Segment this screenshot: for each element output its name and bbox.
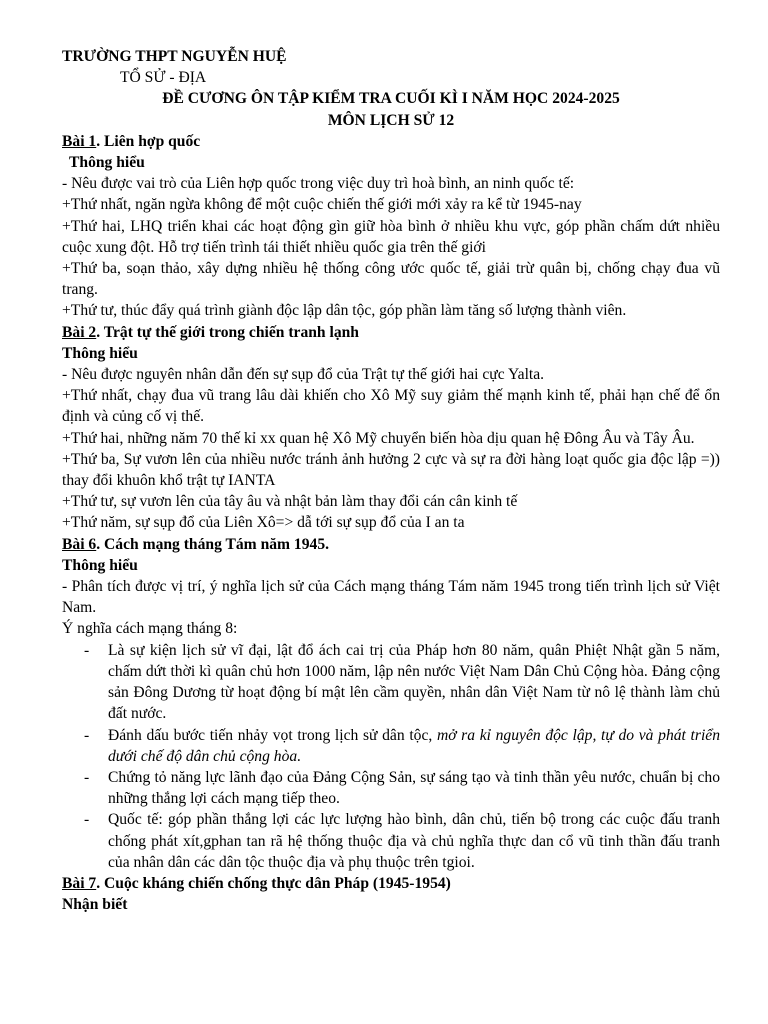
- lesson-1-line: +Thứ ba, soạn thảo, xây dựng nhiều hệ thống công ước quốc tế, giải trừ quân bị, chống chạy đua vũ trang.: [62, 260, 720, 299]
- lesson-2-line: - Nêu được nguyên nhân dẫn đến sự sụp đổ của Trật tự thế giới hai cực Yalta.: [62, 366, 545, 384]
- lesson-2-line: +Thứ năm, sự sụp đổ của Liên Xô=> dẫ tới sự sụp đổ của I an ta: [62, 514, 465, 532]
- lesson-6-meaning-list: [62, 640, 720, 873]
- lesson-2-line: +Thứ ba, Sự vươn lên của nhiều nước tránh ảnh hưởng 2 cực và sự ra đời hàng loạt quốc gia độc lập =)) thay đổi khuôn khổ trật tự IANTA: [62, 450, 720, 490]
- lesson-6-level: Thông hiểu: [62, 556, 138, 574]
- lesson-6-intro: - Phân tích được vị trí, ý nghĩa lịch sử của Cách mạng tháng Tám năm 1945 trong tiến trình lịch sử Việt Nam.: [62, 578, 720, 617]
- list-item-text: Quốc tế: góp phần thắng lợi các lực lượng hào bình, dân chủ, tiến bộ trong các cuộc đấu tranh chống phát xít,gphan tan rã hệ thống thuộc địa và chủ nghĩa thực dan cổ vũ tinh thần đấu tranh của nhân dân các dân tộc thuộc địa và phụ thuộc trên tgioi.: [108, 811, 720, 871]
- lesson-1-line: +Thứ hai, LHQ triển khai các hoạt động gìn giữ hòa bình ở nhiều khu vực, góp phần chấm dứt nhiều cuộc xung đột. Hỗ trợ tiến trình tái thiết nhiều quốc gia trên thế giới: [62, 217, 720, 256]
- lesson-1-title: . Liên hợp quốc: [96, 132, 201, 150]
- dash-bullet: -: [84, 726, 90, 744]
- list-item-text: Chứng tỏ năng lực lãnh đạo của Đảng Cộng Sản, sự sáng tạo và tinh thần yêu nước, chuẩn bị cho những thắng lợi cách mạng tiếp theo.: [108, 768, 720, 808]
- lesson-1-line: +Thứ nhất, ngăn ngừa không để một cuộc chiến thế giới mới xảy ra kể từ 1945-nay: [62, 196, 582, 214]
- list-item: [62, 809, 720, 873]
- list-item: [62, 767, 720, 809]
- lesson-1-number: Bài 1: [62, 132, 97, 150]
- list-item: [62, 725, 720, 767]
- lesson-2-number: Bài 2: [62, 323, 97, 341]
- lesson-6-title: . Cách mạng tháng Tám năm 1945.: [96, 535, 330, 553]
- lesson-6-heading: [62, 534, 720, 555]
- subject-title: MÔN LỊCH SỬ 12: [327, 111, 455, 129]
- lesson-1-line: - Nêu được vai trò của Liên hợp quốc trong việc duy trì hoà bình, an ninh quốc tế:: [62, 175, 575, 193]
- dash-bullet: -: [84, 811, 90, 829]
- list-item-text: Đánh dấu bước tiến nhảy vọt trong lịch sử dân tộc,: [108, 726, 437, 744]
- school-name: TRƯỜNG THPT NGUYỄN HUỆ: [62, 48, 287, 65]
- lesson-1-line: +Thứ tư, thúc đẩy quá trình giành độc lập dân tộc, góp phần làm tăng số lượng thành viên.: [62, 302, 627, 320]
- lesson-2-heading: [62, 322, 720, 343]
- dash-bullet: -: [84, 641, 90, 659]
- lesson-1-level: Thông hiểu: [69, 154, 145, 172]
- lesson-1-heading: [62, 131, 720, 152]
- list-item-italic-text: mở ra kỉ nguyên độc lập, tự do và phát triển dưới chế độ dân chủ cộng hòa.: [108, 726, 720, 765]
- list-item-text: Là sự kiện lịch sử vĩ đại, lật đổ ách cai trị của Pháp hơn 80 năm, quân Phiệt Nhật gần 5 năm, chấm dứt thời kì quân chủ hơn 1000 năm, lập nên nước Việt Nam Dân Chủ Cộng hòa. Đảng cộng sản Đông Dương từ hoạt động bí mật lên cầm quyền, nhân dân Việt Nam từ nô lệ thành làm chủ đất nước.: [108, 641, 720, 723]
- department-name: TỔ SỬ - ĐỊA: [120, 69, 207, 87]
- lesson-2-line: +Thứ nhất, chạy đua vũ trang lâu dài khiến cho Xô Mỹ suy giảm thế mạnh kinh tế, phải hạn chế để ổn định và củng cố vị thế.: [62, 387, 720, 426]
- lesson-2-title: . Trật tự thế giới trong chiến tranh lạnh: [96, 323, 359, 341]
- lesson-6-meaning-label: Ý nghĩa cách mạng tháng 8:: [62, 620, 238, 638]
- lesson-2-line: +Thứ tư, sự vươn lên của tây âu và nhật bản làm thay đổi cán cân kinh tế: [62, 493, 518, 511]
- document-page: [62, 46, 720, 915]
- lesson-7-level: Nhận biết: [62, 896, 128, 914]
- list-item: [62, 640, 720, 725]
- lesson-6-number: Bài 6: [62, 535, 97, 553]
- lesson-2-line: +Thứ hai, những năm 70 thế kỉ xx quan hệ Xô Mỹ chuyển biến hòa dịu quan hệ Đông Âu và Tây Âu.: [62, 429, 695, 447]
- lesson-7-heading: [62, 873, 720, 894]
- lesson-7-title: . Cuộc kháng chiến chống thực dân Pháp (1945-1954): [96, 874, 451, 892]
- lesson-7-number: Bài 7: [62, 874, 97, 892]
- document-title: ĐỀ CƯƠNG ÔN TẬP KIỂM TRA CUỐI KÌ I NĂM HỌC 2024-2025: [162, 90, 620, 108]
- dash-bullet: -: [84, 768, 90, 786]
- lesson-2-level: Thông hiểu: [62, 344, 138, 362]
